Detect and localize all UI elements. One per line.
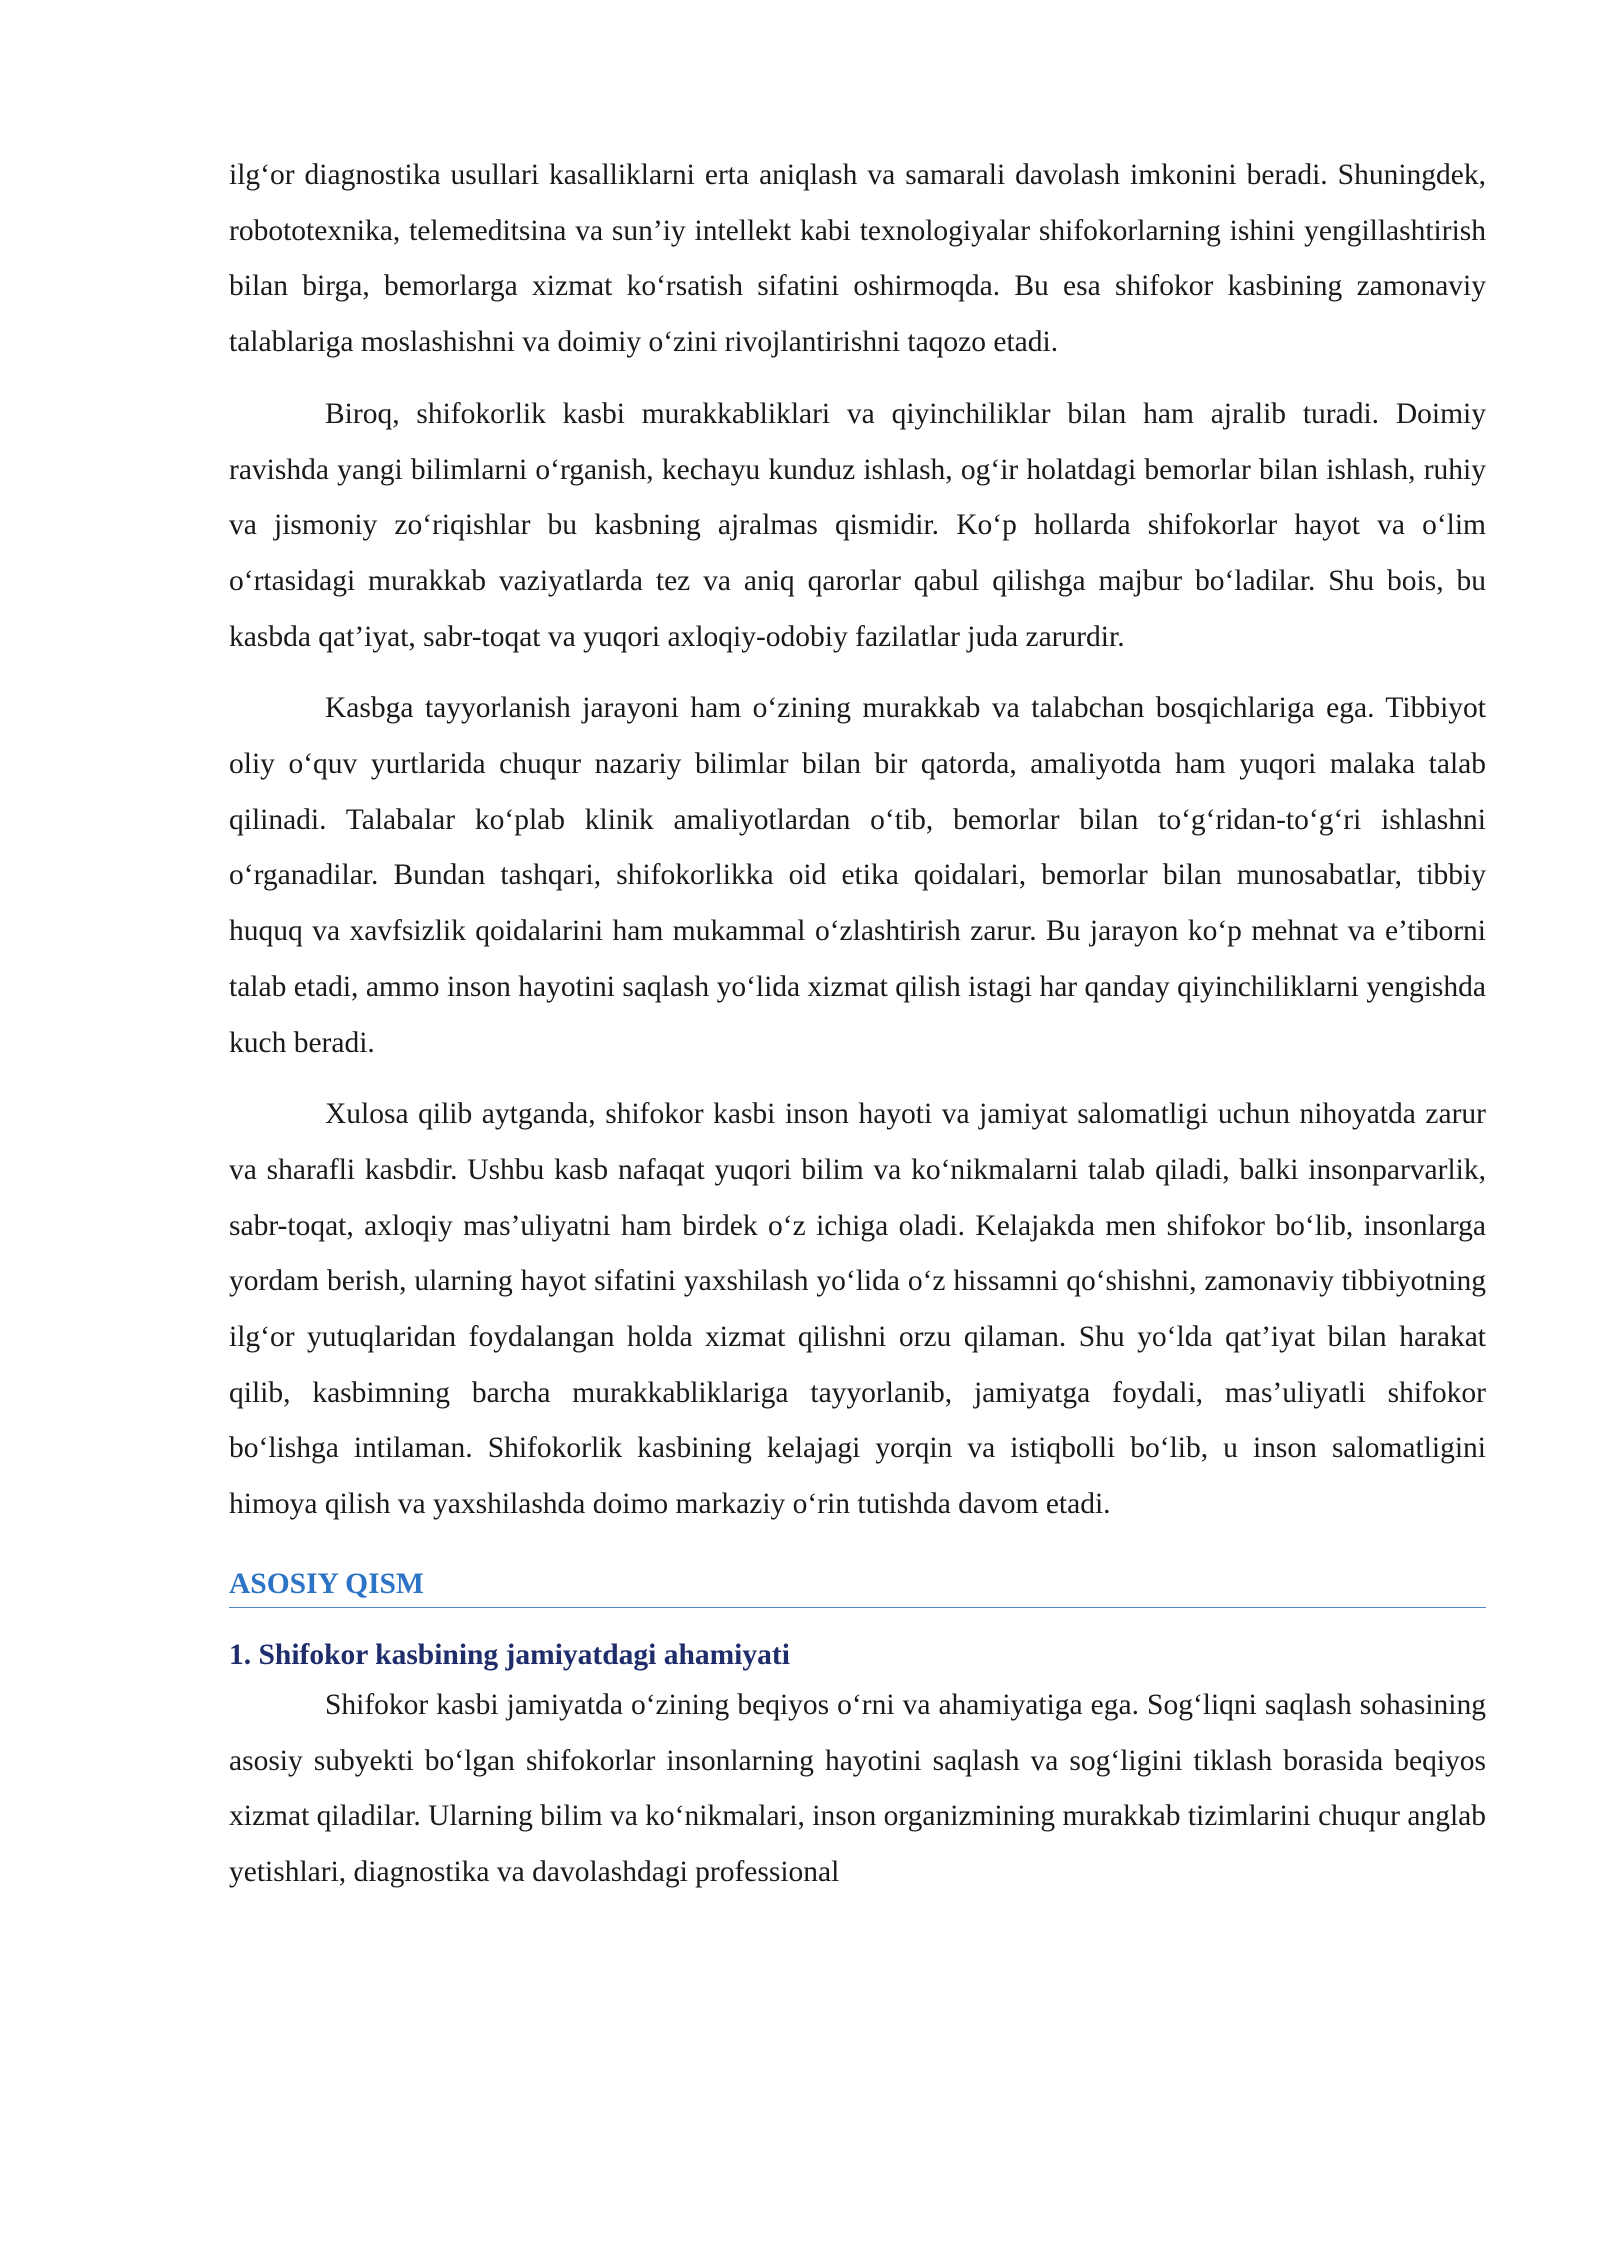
- paragraph-conclusion: Xulosa qilib aytganda, shifokor kasbi inson hayoti va jamiyat salomatligi uchun nihoyatda zarur va sharafli kasbdir. Ushbu kasb nafaqat yuqori bilim va ko‘nikmalarni talab qiladi, balki insonparvarlik, sabr-toqat, axloqiy mas’uliyatni ham birdek o‘z ichiga oladi. Kelajakda men shifokor bo‘lib, insonlarga yordam berish, ularning hayot sifatini yaxshilash yo‘lida o‘z hissamni qo‘shishni, zamonaviy tibbiyotning ilg‘or yutuqlaridan foydalangan holda xizmat qilishni orzu qilaman. Shu yo‘lda qat’iyat bilan harakat qilib, kasbimning barcha murakkabliklariga tayyorlanib, jamiyatga foydali, mas’uliyatli shifokor bo‘lishga intilaman. Shifokorlik kasbining kelajagi yorqin va istiqbolli bo‘lib, u inson salomatligini himoya qilish va yaxshilashda doimo markaziy o‘rin tutishda davom etadi.: [229, 1098, 1486, 1521]
- section-heading: ASOSIY QISM: [229, 1561, 1486, 1608]
- paragraph-subsection-intro: Shifokor kasbi jamiyatda o‘zining beqiyos o‘rni va ahamiyatiga ega. Sog‘liqni saqlash sohasining asosiy subyekti bo‘lgan shifokorlar insonlarning hayotini saqlash va sog‘ligini tiklash borasida beqiyos xizmat qiladilar. Ularning bilim va ko‘nikmalari, inson organizmining murakkab tizimlarini chuqur anglab yetishlari, diagnostika va davolashdagi professional: [229, 1688, 1487, 1888]
- paragraph-challenges: Biroq, shifokorlik kasbi murakkabliklari va qiyinchiliklar bilan ham ajralib turadi. Doimiy ravishda yangi bilimlarni o‘rganish, kechayu kunduz ishlash, og‘ir holatdagi bemorlar bilan ishlash, ruhiy va jismoniy zo‘riqishlar bu kasbning ajralmas qismidir. Ko‘p hollarda shifokorlar hayot va o‘lim o‘rtasidagi murakkab vaziyatlarda tez va aniq qarorlar qabul qilishga majbur bo‘ladilar. Shu bois, bu kasbda qat’iyat, sabr-toqat va yuqori axloqiy-odobiy fazilatlar juda zarurdir.: [229, 397, 1486, 653]
- paragraph-continuation: ilg‘or diagnostika usullari kasalliklarni erta aniqlash va samarali davolash imkonini beradi. Shuningdek, robototexnika, telemeditsina va sun’iy intellekt kabi texnologiyalar shifokorlarning ishini yengillashtirish bilan birga, bemorlarga xizmat ko‘rsatish sifatini oshirmoqda. Bu esa shifokor kasbining zamonaviy talablariga moslashishni va doimiy o‘zini rivojlantirishni taqozo etadi.: [229, 159, 1486, 359]
- paragraph-preparation: Kasbga tayyorlanish jarayoni ham o‘zining murakkab va talabchan bosqichlariga ega. Tibbiyot oliy o‘quv yurtlarida chuqur nazariy bilimlar bilan bir qatorda, amaliyotda ham yuqori malaka talab qilinadi. Talabalar ko‘plab klinik amaliyotlardan o‘tib, bemorlar bilan to‘g‘ridan-to‘g‘ri ishlashni o‘rganadilar. Bundan tashqari, shifokorlikka oid etika qoidalari, bemorlar bilan munosabatlar, tibbiy huquq va xavfsizlik qoidalarini ham mukammal o‘zlashtirish zarur. Bu jarayon ko‘p mehnat va e’tiborni talab etadi, ammo inson hayotini saqlash yo‘lida xizmat qilish istagi har qanday qiyinchiliklarni yengishda kuch beradi.: [229, 692, 1486, 1059]
- document-body: [229, 148, 1486, 1917]
- subsection-heading: 1. Shifokor kasbining jamiyatdagi ahamiyati: [229, 1638, 790, 1671]
